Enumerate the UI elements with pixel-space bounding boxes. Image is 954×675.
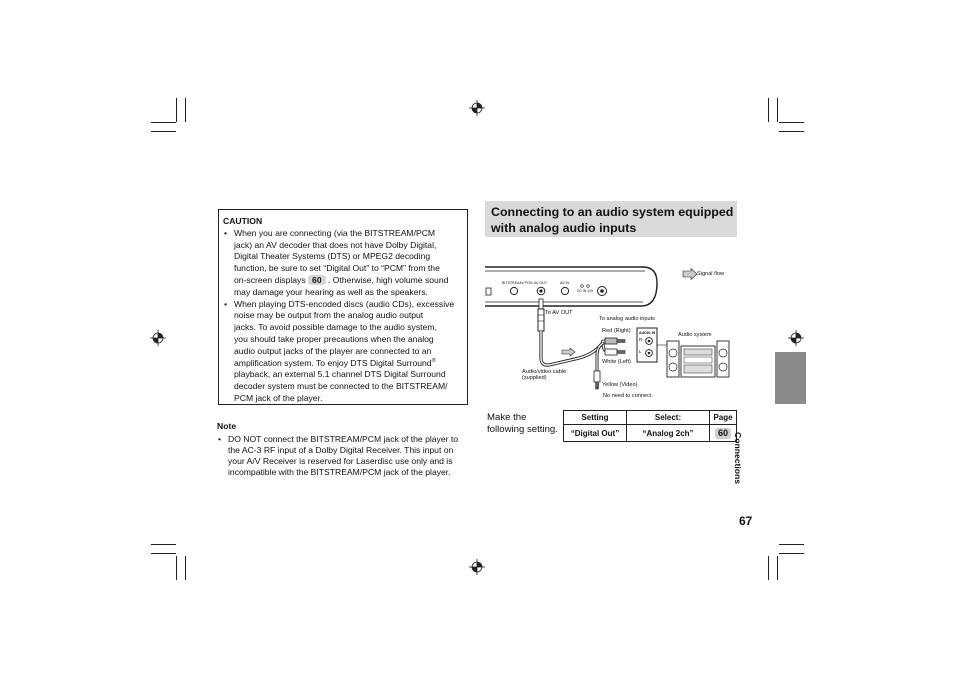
caution-box [218, 209, 468, 405]
caution-line: decoder system must be connected to the BITSTREAM/ [234, 381, 448, 392]
signal-flow-icon [683, 269, 697, 280]
caution-line: jack) an AV decoder that does not have Dolby Digital, [234, 239, 437, 250]
caution-line: Digital Theater Systems (DTS) or MPEG2 decoding [234, 251, 431, 262]
signal-arrow-icon [562, 348, 575, 356]
note-bullet [217, 434, 469, 478]
note-line: • DO NOT connect the BITSTREAM/PCM jack of the player to [228, 434, 459, 444]
note-section [217, 421, 469, 478]
settings-lead-line: Make the [487, 412, 527, 423]
cable-label-line-1: Audio/video cable [522, 369, 567, 375]
caution-bullet-2 [223, 299, 461, 405]
signal-flow-label: Signal flow [697, 271, 725, 277]
section-title-line: with analog audio inputs [491, 221, 637, 235]
settings-lead-line: following setting. [487, 424, 558, 435]
note-line: incompatible with the BITSTREAM/PCM jack of the player. [228, 467, 451, 477]
table-row [564, 425, 737, 442]
av-out-jack-label: AV OUT [534, 281, 548, 285]
caution-line: • When you are connecting (via the BITSTREAM/PCM [234, 227, 436, 238]
caution-line [234, 358, 461, 370]
header-page: Page [710, 411, 737, 425]
section-title-line: Connecting to an audio system equipped [491, 205, 734, 219]
caution-bullet-1 [223, 228, 461, 299]
av-in-jack-label: AV IN [560, 281, 570, 285]
caution-line: playback, an external 5.1 channel DTS Digital Surround [234, 369, 446, 380]
settings-table [563, 410, 737, 442]
registered-mark: ® [431, 357, 436, 364]
bitstream-jack-label: BITSTREAM/ PCM [502, 281, 533, 285]
left-speaker-icon [667, 341, 679, 377]
header-select: Select: [627, 411, 710, 425]
settings-block [485, 410, 737, 442]
audio-in-r-label: R [639, 337, 643, 342]
page-reference-badge: 60 [308, 275, 326, 285]
caution-line: PCM jack of the player. [234, 392, 323, 403]
note-line: your A/V Receiver is reserved for Laserdisc use only and is [228, 456, 453, 466]
no-need-label: No need to connect. [603, 393, 654, 399]
bitstream-jack-icon [510, 287, 517, 294]
av-plug-icon [538, 309, 544, 331]
caution-line: • When playing DTS-encoded discs (audio CDs), excessive [234, 298, 455, 309]
av-in-jack-icon [561, 287, 568, 294]
page-number: 67 [739, 514, 753, 528]
header-setting: Setting [564, 411, 627, 425]
audio-in-l-label: L [639, 349, 642, 354]
yellow-video-label: Yellow (Video) [602, 382, 638, 388]
settings-lead [487, 412, 558, 436]
right-speaker-icon [717, 341, 729, 377]
section-tab [775, 352, 806, 404]
red-right-label: Red (Right) [602, 328, 631, 334]
caution-line: jacks. To avoid possible damage to the audio system, [234, 322, 437, 333]
page-reference-badge: 60 [715, 428, 731, 439]
cable-label-line-2: (supplied) [522, 375, 547, 381]
note-line: the AC-3 RF input of a Dolby Digital Receiver. This input on [228, 445, 454, 455]
caution-text: on-screen displays [234, 274, 306, 285]
caution-line: noise may be output from the analog audio output [234, 310, 424, 321]
audio-system-label: Audio system [678, 332, 712, 338]
audio-in-label: AUDIO IN [639, 331, 656, 335]
dc-in-jack-label: DC IN 12V [577, 289, 594, 293]
caution-line: you should take proper precautions when the analog [234, 333, 434, 344]
caution-line [234, 275, 461, 287]
white-left-label: White (Left) [602, 359, 631, 365]
caution-text: . Otherwise, high volume sound [328, 274, 449, 285]
connection-diagram [485, 243, 737, 408]
to-analog-inputs-label: To analog audio inputs [599, 316, 655, 322]
yellow-plug-icon [594, 371, 600, 382]
white-plug-icon [605, 349, 617, 355]
to-av-out-label: To AV OUT [545, 310, 573, 316]
red-plug-icon [605, 338, 617, 344]
caution-line: function, be sure to set “Digital Out” to “PCM” from the [234, 263, 440, 274]
caution-line: may damage your hearing as well as the speakers. [234, 286, 428, 297]
section-tab-label: Connections [733, 432, 743, 485]
section-title [485, 201, 737, 237]
cell-select: “Analog 2ch” [627, 425, 710, 442]
cell-setting: “Digital Out” [564, 425, 627, 442]
note-title: Note [217, 421, 237, 431]
table-header-row [564, 411, 737, 425]
caution-title: CAUTION [223, 216, 263, 226]
caution-line: audio output jacks of the player are connected to an [234, 345, 432, 356]
caution-text: amplification system. To enjoy DTS Digital Surround [234, 357, 432, 368]
